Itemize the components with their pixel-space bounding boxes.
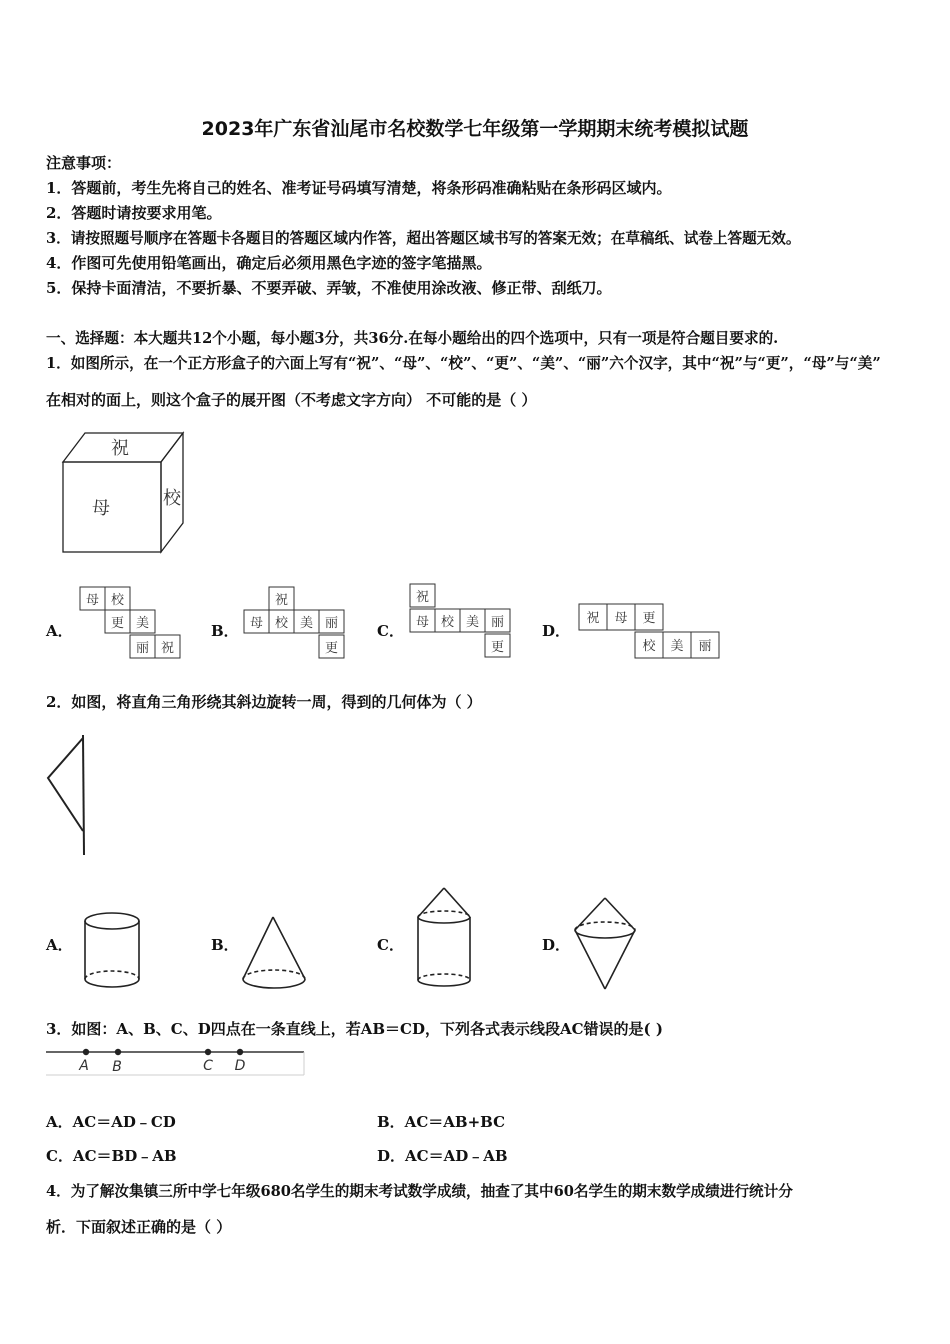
net-cell: 丽: [324, 616, 339, 631]
q2-option-c-label: C．: [377, 936, 404, 954]
q3-text: 3．如图：A、B、C、D四点在一条直线上，若AB＝CD，下列各式表示线段AC错误的是( ): [46, 1020, 663, 1038]
net-cell: 母: [415, 615, 430, 630]
point-label-c: C: [203, 1058, 213, 1074]
q3-line-figure: [44, 1042, 308, 1078]
q2-option-b-label: B．: [211, 936, 239, 954]
cube-front-label: 母: [92, 498, 110, 519]
q2-option-a-cylinder: [80, 910, 144, 992]
cube-top-label: 祝: [111, 438, 129, 459]
q3-option-a: A．AC＝AD﹣CD: [46, 1113, 176, 1131]
q1-text-line2: 在相对的面上，则这个盒子的展开图（不考虑文字方向） 不可能的是（ ）: [46, 391, 537, 409]
net-cell: 美: [135, 616, 150, 631]
q1-option-b-label: B．: [211, 622, 239, 640]
net-cell: 美: [465, 615, 480, 630]
net-cell: 更: [642, 611, 656, 626]
notice-item: 5．保持卡面清洁，不要折暴、不要弄破、弄皱，不准使用涂改液、修正带、刮纸刀。: [46, 279, 612, 297]
q1-option-d-net: [577, 602, 721, 660]
q4-text-line2: 析．下面叙述正确的是（ ）: [46, 1218, 232, 1236]
q2-triangle-figure: [44, 733, 94, 859]
net-cell: 更: [110, 616, 125, 631]
q1-option-c-net: [408, 583, 514, 661]
net-cell: 祝: [415, 590, 430, 605]
q2-option-d-label: D．: [542, 936, 571, 954]
notice-item: 1．答题前，考生先将自己的姓名、准考证号码填写清楚，将条形码准确粘贴在条形码区域内。: [46, 179, 672, 197]
q1-option-a-net: [78, 586, 182, 662]
net-cell: 母: [85, 593, 100, 608]
net-cell: 校: [110, 593, 125, 608]
q2-option-b-cone: [238, 914, 310, 992]
net-cell: 祝: [586, 611, 600, 626]
point-label-a: A: [79, 1058, 89, 1074]
q2-option-d-double-cone: [570, 894, 640, 994]
net-cell: 校: [274, 616, 289, 631]
q3-option-c: C．AC＝BD﹣AB: [46, 1147, 177, 1165]
net-cell: 美: [299, 616, 314, 631]
net-cell: 美: [670, 639, 684, 654]
notice-item: 2．答题时请按要求用笔。: [46, 204, 222, 222]
notice-item: 4．作图可先使用铅笔画出，确定后必须用黑色字迹的签字笔描黑。: [46, 254, 492, 272]
q3-option-b: B．AC＝AB+BC: [377, 1113, 506, 1131]
section-heading: 一、选择题：本大题共12个小题，每小题3分，共36分.在每小题给出的四个选项中，只有一项是符合题目要求的.: [46, 330, 779, 347]
q2-text: 2．如图，将直角三角形绕其斜边旋转一周，得到的几何体为（ ）: [46, 693, 482, 711]
net-cell: 祝: [160, 641, 175, 656]
notice-heading: 注意事项：: [46, 154, 122, 172]
q3-option-d: D．AC＝AD﹣AB: [377, 1147, 508, 1165]
net-cell: 更: [324, 641, 339, 656]
q2-option-c-cylinder-cone: [412, 884, 476, 992]
net-cell: 祝: [274, 593, 289, 608]
q4-text-line1: 4．为了解汝集镇三所中学七年级680名学生的期末考试数学成绩，抽查了其中60名学生的期末数学成绩进行统计分: [46, 1183, 793, 1200]
net-cell: 更: [490, 640, 505, 655]
net-cell: 校: [642, 639, 656, 654]
q1-option-b-net: [242, 586, 348, 662]
q1-option-a-label: A．: [46, 622, 73, 640]
q1-cube-figure: [55, 427, 190, 555]
q1-text-line1: 1．如图所示，在一个正方形盒子的六面上写有“祝”、“母”、“校”、“更”、“美”、“丽”六个汉字，其中“祝”与“更”，“母”与“美”: [46, 355, 881, 372]
net-cell: 校: [440, 615, 455, 630]
q1-option-d-label: D．: [542, 622, 571, 640]
q2-option-a-label: A．: [46, 936, 73, 954]
net-cell: 母: [614, 611, 628, 626]
point-label-d: D: [234, 1058, 246, 1074]
point-label-b: B: [112, 1059, 122, 1075]
notice-item: 3．请按照题号顺序在答题卡各题目的答题区域内作答，超出答题区域书写的答案无效；在草稿纸、试卷上答题无效。: [46, 230, 801, 247]
net-cell: 丽: [135, 641, 150, 656]
net-cell: 母: [249, 616, 264, 631]
net-cell: 丽: [698, 639, 712, 654]
page-title: 2023年广东省汕尾市名校数学七年级第一学期期末统考模拟试题: [201, 118, 749, 140]
q1-option-c-label: C．: [377, 622, 404, 640]
cube-side-label: 校: [163, 488, 181, 509]
net-cell: 丽: [490, 615, 505, 630]
